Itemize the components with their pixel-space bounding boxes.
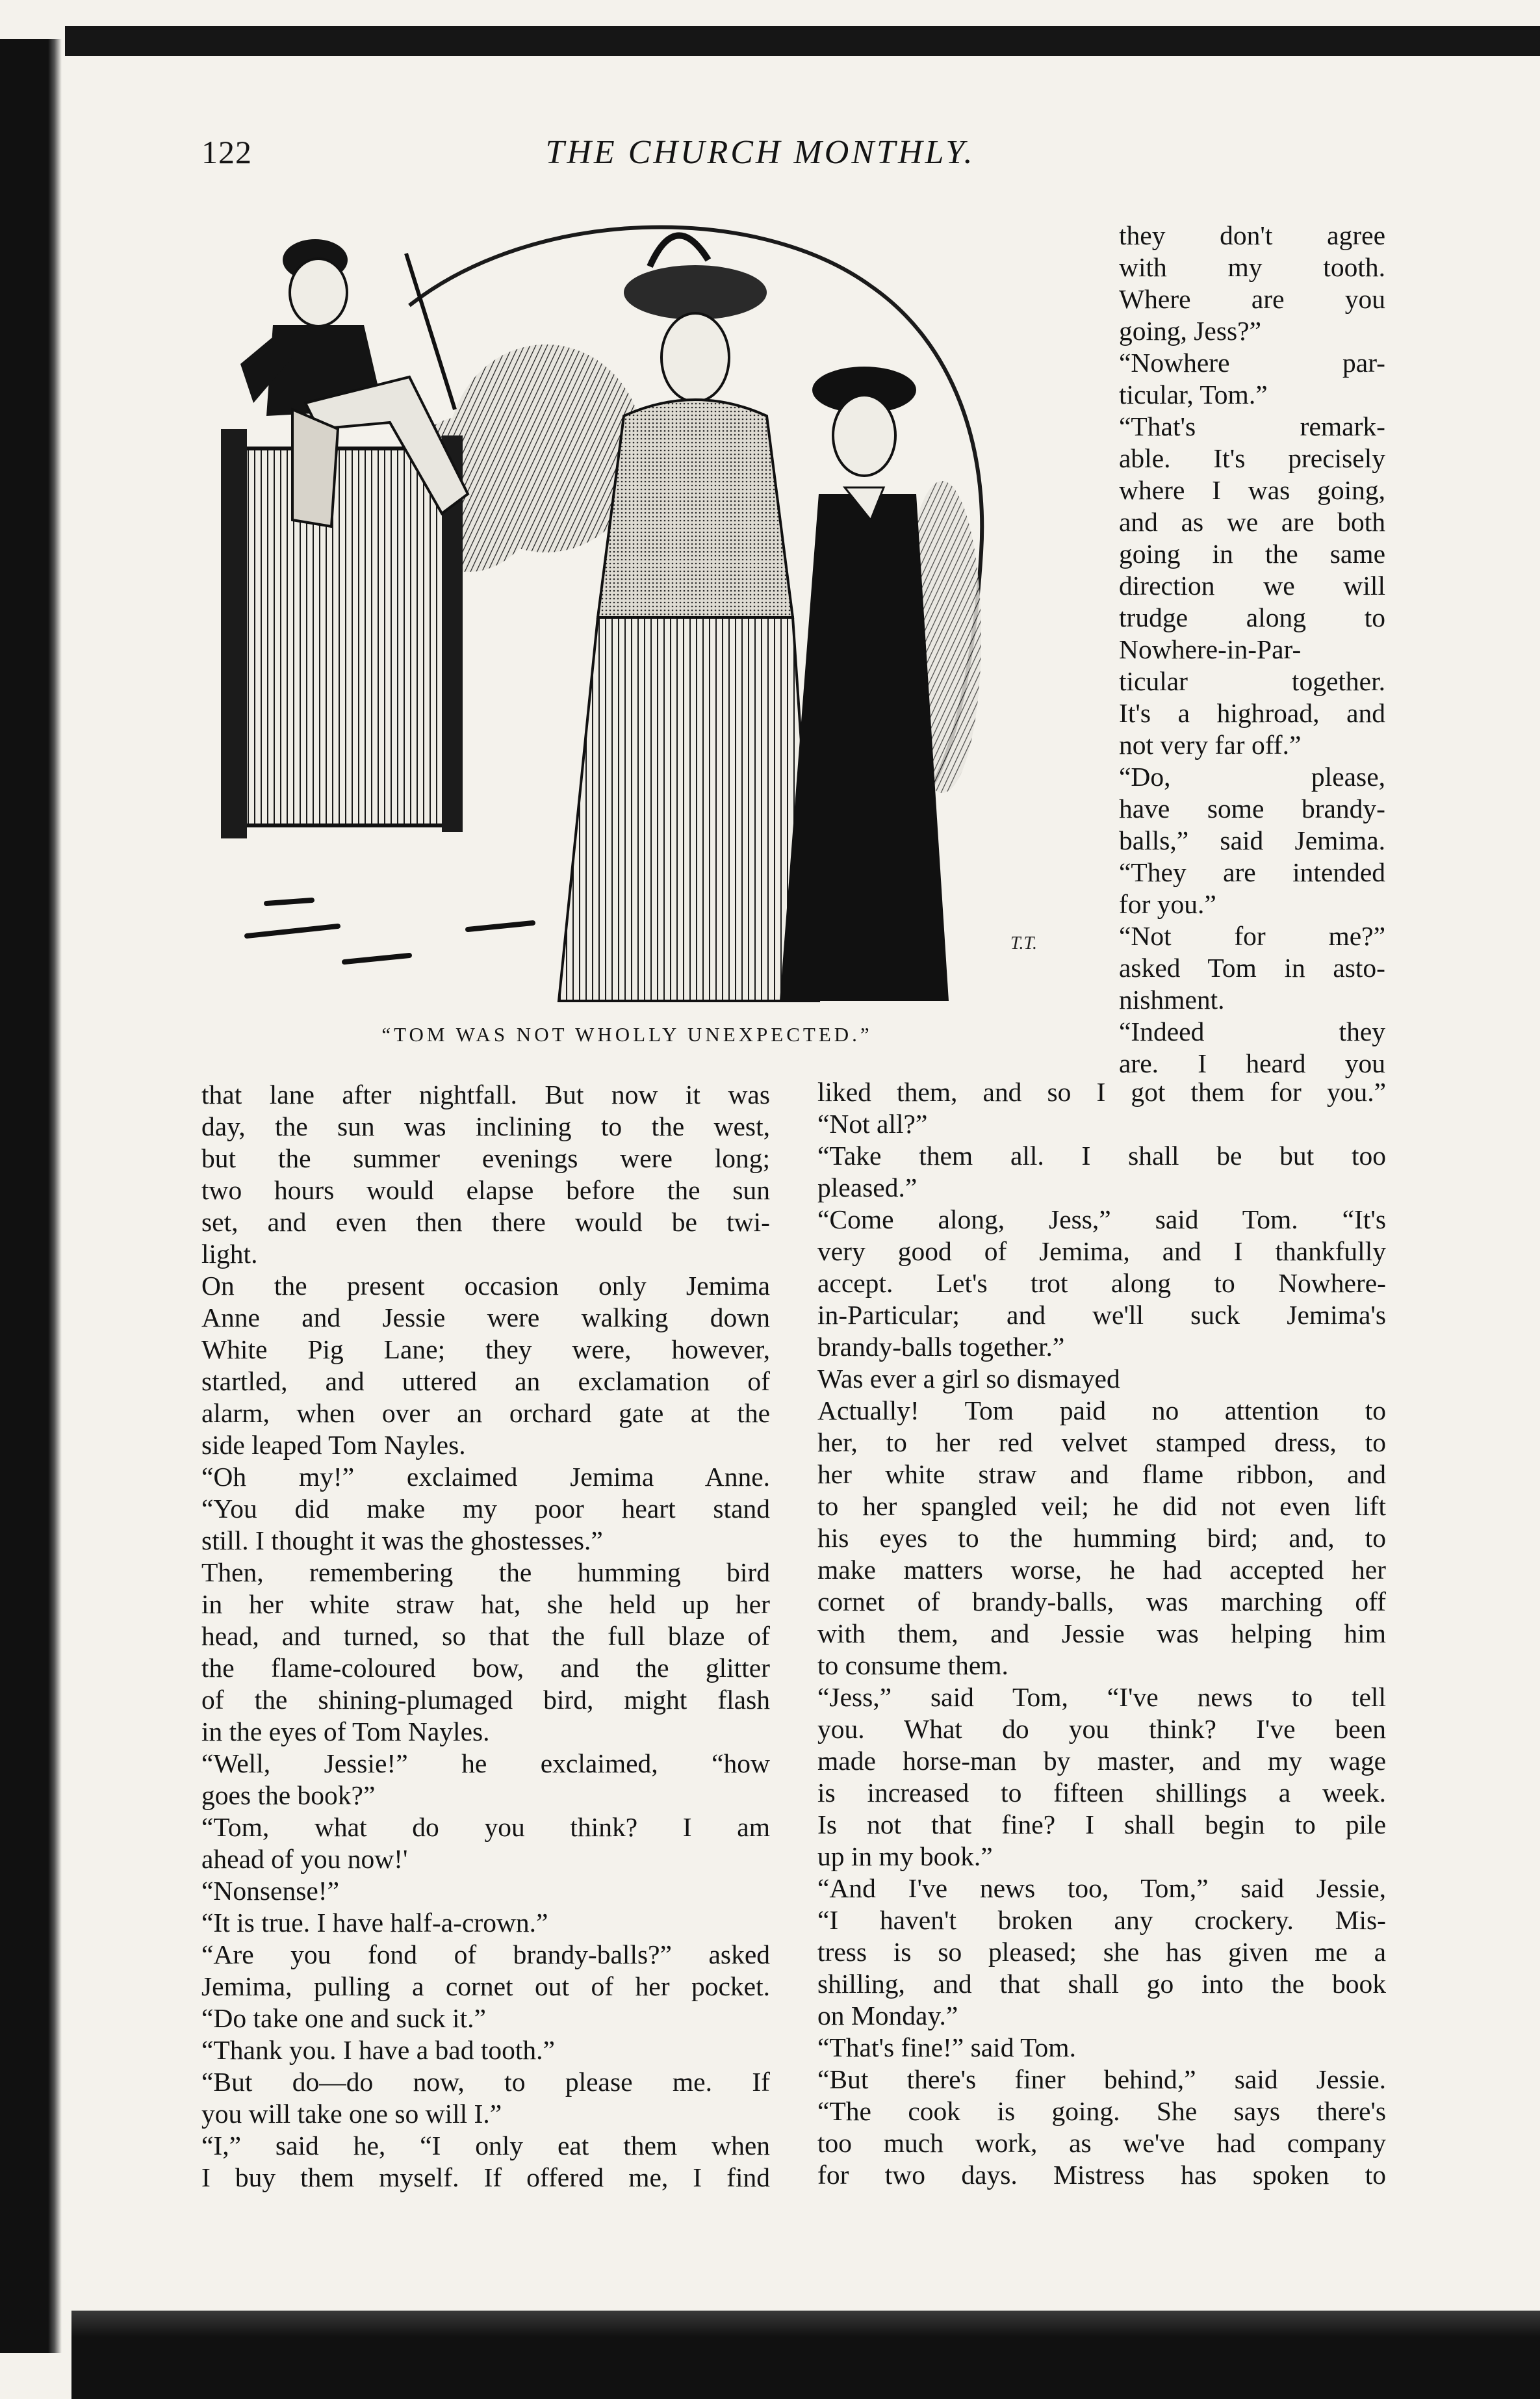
text-line: light. [201, 1239, 258, 1269]
running-title: THE CHURCH MONTHLY. [545, 134, 975, 171]
text-line: startled, and uttered an exclamation of [201, 1366, 770, 1396]
text-line: able. It's precisely [1119, 443, 1385, 473]
text-line: direction we will [1119, 571, 1385, 601]
text-line: in the eyes of Tom Nayles. [201, 1717, 490, 1746]
text-line: to her spangled veil; he did not even lift [817, 1491, 1386, 1521]
text-line: “Nowhere par- [1119, 348, 1385, 378]
ground-strokes [247, 900, 533, 962]
artist-monogram: T.T. [1010, 933, 1037, 953]
text-line: ticular together. [1119, 666, 1385, 696]
text-column-right-upper [1119, 220, 1385, 1080]
text-line: ticular, Tom.” [1119, 380, 1268, 409]
text-line: I buy them myself. If offered me, I find [201, 2162, 770, 2192]
text-line: make matters worse, he had accepted her [817, 1555, 1386, 1585]
text-line: for two days. Mistress has spoken to [817, 2160, 1386, 2190]
text-line: head, and turned, so that the full blaze of [201, 1621, 770, 1651]
illustration-caption: “TOM WAS NOT WHOLLY UNEXPECTED.” [381, 1023, 873, 1046]
page-header [201, 133, 1319, 185]
text-line: “You did make my poor heart stand [201, 1494, 770, 1524]
text-line: “It is true. I have half-a-crown.” [201, 1908, 548, 1938]
text-line: but the summer evenings were long; [201, 1143, 770, 1173]
text-line: asked Tom in asto- [1119, 953, 1385, 983]
text-line: going, Jess?” [1119, 316, 1261, 346]
text-line: with them, and Jessie was helping him [817, 1618, 1386, 1648]
text-line: goes the book?” [201, 1780, 376, 1810]
text-line: in-Particular; and we'll suck Jemima's [817, 1300, 1386, 1330]
text-line: you. What do you think? I've been [817, 1714, 1386, 1744]
text-line: made horse-man by master, and my wage [817, 1746, 1386, 1776]
text-line: not very far off.” [1119, 730, 1302, 760]
text-line: “Come along, Jess,” said Tom. “It's [817, 1204, 1386, 1234]
text-line: her white straw and flame ribbon, and [817, 1459, 1386, 1489]
text-line: her, to her red velvet stamped dress, to [817, 1427, 1386, 1457]
figure-jessie [780, 367, 949, 1001]
text-line: day, the sun was inclining to the west, [201, 1111, 770, 1141]
text-line: “Tom, what do you think? I am [201, 1812, 770, 1842]
text-line: “But do—do now, to please me. If [201, 2067, 770, 2097]
text-line: “But there's finer behind,” said Jessie. [817, 2064, 1386, 2094]
text-line: Was ever a girl so dismayed [817, 1364, 1120, 1394]
text-line: pleased.” [817, 1173, 918, 1202]
text-line: alarm, when over an orchard gate at the [201, 1398, 770, 1428]
figure-jemima-anne [559, 235, 819, 1001]
text-line: Where are you [1119, 284, 1385, 314]
text-line: White Pig Lane; they were, however, [201, 1334, 770, 1364]
text-line: on Monday.” [817, 2001, 958, 2030]
text-line: “Take them all. I shall be but too [817, 1141, 1386, 1171]
scan-edge-bottom [71, 2311, 1540, 2399]
text-line: “I,” said he, “I only eat them when [201, 2131, 770, 2160]
text-line: Anne and Jessie were walking down [201, 1303, 770, 1332]
text-line: set, and even then there would be twi- [201, 1207, 770, 1237]
text-line: in her white straw hat, she held up her [201, 1589, 770, 1619]
text-line: “Nonsense!” [201, 1876, 340, 1906]
text-line: you will take one so will I.” [201, 2099, 502, 2129]
text-line: nishment. [1119, 985, 1225, 1015]
text-line: “That's fine!” said Tom. [817, 2032, 1076, 2062]
text-line: balls,” said Jemima. [1119, 825, 1385, 855]
text-line: Actually! Tom paid no attention to [817, 1395, 1386, 1425]
text-line: trudge along to [1119, 603, 1385, 632]
text-column-left [201, 1079, 770, 2194]
text-line: going in the same [1119, 539, 1385, 569]
text-line: too much work, as we've had company [817, 2128, 1386, 2158]
text-line: “Not for me?” [1119, 921, 1385, 951]
text-line: his eyes to the humming bird; and, to [817, 1523, 1386, 1553]
text-line: for you.” [1119, 889, 1216, 919]
text-line: liked them, and so I got them for you.” [817, 1077, 1386, 1107]
text-line: up in my book.” [817, 1841, 993, 1871]
text-line: “Do take one and suck it.” [201, 2003, 486, 2033]
engraving-illustration [195, 214, 1124, 1020]
text-line: “Indeed they [1119, 1017, 1385, 1046]
text-line: “Jess,” said Tom, “I've news to tell [817, 1682, 1386, 1712]
text-line: are. I heard you [1119, 1048, 1385, 1078]
text-line: “Oh my!” exclaimed Jemima Anne. [201, 1462, 770, 1492]
text-line: Jemima, pulling a cornet out of her pocket. [201, 1971, 770, 2001]
text-line: tress is so pleased; she has given me a [817, 1937, 1386, 1967]
text-line: “I haven't broken any crockery. Mis- [817, 1905, 1386, 1935]
text-line: they don't agree [1119, 220, 1385, 250]
text-line: side leaped Tom Nayles. [201, 1430, 466, 1460]
text-column-right [817, 1076, 1386, 2191]
text-line: that lane after nightfall. But now it was [201, 1080, 770, 1109]
text-line: On the present occasion only Jemima [201, 1271, 770, 1301]
text-line: shilling, and that shall go into the book [817, 1969, 1386, 1999]
text-line: “Thank you. I have a bad tooth.” [201, 2035, 555, 2065]
page-number: 122 [201, 134, 252, 170]
text-line: Then, remembering the humming bird [201, 1557, 770, 1587]
text-line: of the shining-plumaged bird, might flash [201, 1685, 770, 1715]
text-line: where I was going, [1119, 475, 1385, 505]
text-line: “Do, please, [1119, 762, 1385, 792]
text-line: “Are you fond of brandy-balls?” asked [201, 1939, 770, 1969]
text-line: have some brandy- [1119, 794, 1385, 823]
text-line: It's a highroad, and [1119, 698, 1385, 728]
scan-edge-left [0, 39, 62, 2353]
text-line: the flame-coloured bow, and the glitter [201, 1653, 770, 1683]
text-line: to consume them. [817, 1650, 1008, 1680]
text-line: and as we are both [1119, 507, 1385, 537]
text-line: ahead of you now!' [201, 1844, 408, 1874]
text-line: still. I thought it was the ghostesses.” [201, 1525, 603, 1555]
text-line: two hours would elapse before the sun [201, 1175, 770, 1205]
text-line: “That's remark- [1119, 411, 1385, 441]
text-line: “The cook is going. She says there's [817, 2096, 1386, 2126]
text-line: with my tooth. [1119, 252, 1385, 282]
scan-edge-top [65, 26, 1540, 56]
text-line: “They are intended [1119, 857, 1385, 887]
text-line: “And I've news too, Tom,” said Jessie, [817, 1873, 1386, 1903]
text-line: accept. Let's trot along to Nowhere- [817, 1268, 1386, 1298]
text-line: “Not all?” [817, 1109, 928, 1139]
text-line: cornet of brandy-balls, was marching off [817, 1587, 1386, 1616]
text-line: Is not that fine? I shall begin to pile [817, 1809, 1386, 1839]
text-line: Nowhere-in-Par- [1119, 634, 1302, 664]
text-line: brandy-balls together.” [817, 1332, 1065, 1362]
text-line: “Well, Jessie!” he exclaimed, “how [201, 1748, 770, 1778]
text-line: very good of Jemima, and I thankfully [817, 1236, 1386, 1266]
text-line: is increased to fifteen shillings a week. [817, 1778, 1386, 1808]
orchard-gate [221, 429, 463, 838]
